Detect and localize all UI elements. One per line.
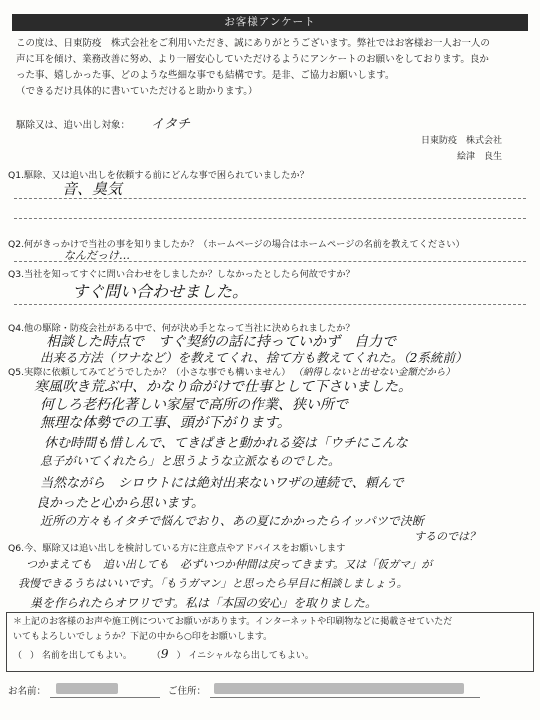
q5-answer-line: 近所の方々もイタチで悩んでおり、あの夏にかかったらイッパツで決断 xyxy=(40,514,424,528)
q1-answer: 音、臭気 xyxy=(62,180,123,198)
q3-answer: すぐ問い合わせました。 xyxy=(72,282,249,301)
q5-answer-line: 寒風吹き荒ぶ中、かなり命がけで仕事として下さいました。 xyxy=(34,379,412,395)
q5-answer-line: 無理な体勢での工事、頭が下がります。 xyxy=(40,415,291,431)
q5-answer-line: 何しろ老朽化著しい家屋で高所の作業、狭い所で xyxy=(40,397,348,413)
consent-option-name[interactable]: （ ） 名前を出してもよい。 xyxy=(13,651,132,661)
q5-answer-line: するのでは？ xyxy=(414,530,480,543)
survey-title: お客様アンケート xyxy=(12,14,528,31)
address-label: ご住所： xyxy=(168,686,207,697)
address-underline xyxy=(210,697,480,698)
company-name: 日東防疫 株式会社 xyxy=(420,136,502,146)
answer-rule xyxy=(14,198,526,199)
question-3: Q3.当社を知ってすぐに問い合わせをしましたか？しなかったとしたら何故ですか？ xyxy=(8,269,355,280)
company-block xyxy=(421,133,502,165)
intro-line: った事、嬉しかった事、どのような些細な事でも結構です。是非、ご協力お願いします。 xyxy=(16,70,395,81)
q5-note: （納得しないと出せない金額だから） xyxy=(293,367,455,378)
name-underline xyxy=(50,697,160,698)
intro-line: 声に耳を傾け、業務改善に努め、より一層安心していただけるようにアンケートのお願いをしております。良か xyxy=(16,54,489,65)
answer-rule xyxy=(14,304,526,305)
name-label: お名前： xyxy=(8,686,47,697)
intro-line: この度は、日東防疫 株式会社をご利用いただき、誠にありがとうございます。弊社ではお客様お一人お一人の xyxy=(16,38,490,49)
consent-box xyxy=(6,612,534,672)
q4-answer-line: 相談した時点で すぐ契約の話に持っていかず 自力で xyxy=(46,334,396,350)
q6-answer-line: 我慢できるうちはいいです。「もうガマン」と思ったら早目に相談しましょう。 xyxy=(18,577,408,590)
consent-line: いてもよろしいでしょうか？下記の中から○印をお願いします。 xyxy=(13,632,273,642)
option-mark: 9 xyxy=(160,647,169,661)
company-person: 絵津 良生 xyxy=(456,152,502,162)
q5-answer-line: 息子がいてくれたら」と思うような立派なものでした。 xyxy=(40,454,341,468)
redacted-name xyxy=(56,683,118,694)
question-4: Q4.他の駆除・防疫会社がある中で、何が決め手となって当社に決められましたか？ xyxy=(8,323,355,334)
option-label: イニシャルなら出してもよい。 xyxy=(188,651,314,661)
question-6: Q6.今、駆除又は追い出しを検討している方に注意点やアドバイスをお願いします xyxy=(8,543,346,554)
target-answer: イタチ xyxy=(151,117,191,132)
intro-text xyxy=(16,36,528,100)
q5-answer-line: 良かったと心から思います。 xyxy=(36,496,204,511)
consent-line: ＊上記のお客様のお声や施工例についてお願いがあります。インターネットや印刷物などに掲載させていただ xyxy=(13,617,453,627)
option-label: 名前を出してもよい。 xyxy=(41,651,132,661)
redacted-address xyxy=(214,683,464,694)
question-5-text: Q5.実際に依頼してみてどうでしたか？（小さな事でも構いません） xyxy=(8,367,291,378)
q5-answer-line: 当然ながら シロウトには絶対出来ないワザの連続で、頼んで xyxy=(40,476,404,491)
target-label: 駆除又は、追い出し対象： xyxy=(16,120,131,131)
consent-option-initials[interactable]: （9 ） イニシャルなら出してもよい。 xyxy=(151,647,314,661)
question-1: Q1.駆除、又は追い出しを依頼する前にどんな事で困られていましたか？ xyxy=(8,170,309,181)
intro-note: （できるだけ具体的に書いていただけると助かります。） xyxy=(16,86,258,97)
target-field xyxy=(16,113,190,132)
q2-answer: なんだっけ… xyxy=(64,249,130,262)
question-2: Q2.何がきっかけで当社の事を知りましたか？（ホームページの場合はホームページの名前を教えてください） xyxy=(8,239,465,250)
consent-options xyxy=(13,647,527,664)
answer-rule xyxy=(14,218,526,219)
q4-answer-line: 出来る方法（ワナなど）を教えてくれ、捨て方も教えてくれた。（2系統前） xyxy=(40,350,468,365)
q5-answer-line: 休む時間も惜しんで、てきぱきと動かれる姿は「ウチにこんな xyxy=(44,436,408,451)
answer-rule xyxy=(14,261,526,262)
q6-answer-line: 巣を作られたらオワリです。私は「本国の安心」を取りました。 xyxy=(30,596,378,610)
q6-answer-line: つかまえても 追い出しても 必ずいつか仲間は戻ってきます。又は「仮ガマ」が xyxy=(26,558,433,571)
